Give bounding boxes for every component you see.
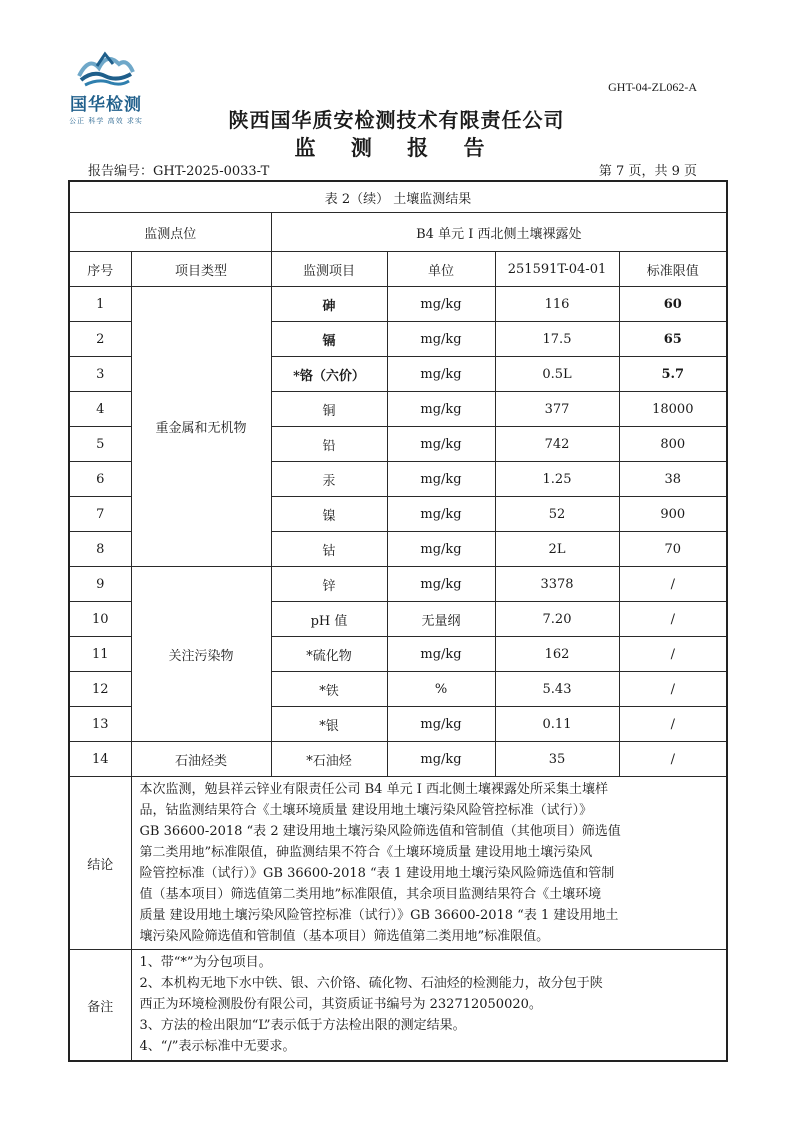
conclusion-text-line: GB 36600-2018 “表 2 建设用地土壤污染风险筛选值和管制值（其他项目）筛选值 [139, 824, 621, 839]
standard-limit: 38 [619, 462, 727, 497]
unit-cell: mg/kg [387, 497, 495, 532]
column-header: 单位 [387, 252, 495, 287]
row-number: 1 [69, 287, 131, 322]
result-value: 162 [495, 637, 619, 672]
conclusion-text-line: 值（基本项目）筛选值第二类用地”标准限值，其余项目监测结果符合《土壤环境 [139, 887, 602, 902]
row-number: 3 [69, 357, 131, 392]
unit-cell: mg/kg [387, 427, 495, 462]
monitoring-item: 砷 [271, 287, 387, 322]
item-category: 关注污染物 [131, 567, 271, 742]
column-header-row [69, 252, 727, 287]
standard-limit: 70 [619, 532, 727, 567]
column-header: 项目类型 [131, 252, 271, 287]
result-value: 377 [495, 392, 619, 427]
report-title: 监 测 报 告 [294, 136, 499, 160]
result-value: 742 [495, 427, 619, 462]
column-header: 251591T-04-01 [495, 252, 619, 287]
conclusion-text-line: 本次监测，勉县祥云锌业有限责任公司 B4 单元 I 西北侧土壤裸露处所采集土壤样 [139, 782, 608, 797]
conclusion-text-line: 第二类用地”标准限值，砷监测结果不符合《土壤环境质量 建设用地土壤污染风 [139, 845, 593, 860]
result-value: 17.5 [495, 322, 619, 357]
conclusion-label: 结论 [69, 777, 131, 950]
result-value: 0.11 [495, 707, 619, 742]
unit-cell: mg/kg [387, 287, 495, 322]
standard-limit: 18000 [619, 392, 727, 427]
unit-cell: mg/kg [387, 392, 495, 427]
soil-results-table [68, 180, 728, 1062]
unit-cell: mg/kg [387, 322, 495, 357]
standard-limit: / [619, 567, 727, 602]
standard-limit: / [619, 637, 727, 672]
conclusion-text-line: 质量 建设用地土壤污染风险管控标准（试行）》GB 36600-2018 “表 1 建设用地土 [139, 908, 619, 923]
conclusion-text-line: 险管控标准（试行）》GB 36600-2018 “表 1 建设用地土壤污染风险筛选值和管制 [139, 866, 615, 881]
standard-limit: 800 [619, 427, 727, 462]
monitoring-item: 铅 [271, 427, 387, 462]
unit-cell: mg/kg [387, 707, 495, 742]
item-category: 石油烃类 [131, 742, 271, 777]
result-value: 35 [495, 742, 619, 777]
site-label: 监测点位 [69, 213, 271, 252]
unit-cell: 无量纲 [387, 602, 495, 637]
monitoring-item: 铜 [271, 392, 387, 427]
document-code: GHT-04-ZL062-A [608, 80, 697, 94]
unit-cell: mg/kg [387, 567, 495, 602]
table-caption: 表 2（续） 土壤监测结果 [69, 181, 727, 213]
unit-cell: mg/kg [387, 742, 495, 777]
result-value: 3378 [495, 567, 619, 602]
result-value: 5.43 [495, 672, 619, 707]
report-number: 报告编号：GHT-2025-0033-T [88, 164, 270, 179]
row-number: 14 [69, 742, 131, 777]
standard-limit: / [619, 707, 727, 742]
monitoring-item: 镉 [271, 322, 387, 357]
row-number: 5 [69, 427, 131, 462]
monitoring-item: *铬（六价） [271, 357, 387, 392]
table-row [69, 287, 727, 322]
conclusion-text-line: 品，钴监测结果符合《土壤环境质量 建设用地土壤污染风险管控标准（试行）》 [139, 803, 593, 818]
monitoring-item: 锌 [271, 567, 387, 602]
monitoring-item: *硫化物 [271, 637, 387, 672]
conclusion-text-line: 壤污染风险筛选值和管制值（基本项目）筛选值第二类用地”标准限值。 [139, 929, 550, 944]
row-number: 7 [69, 497, 131, 532]
row-number: 10 [69, 602, 131, 637]
standard-limit: / [619, 602, 727, 637]
company-name: 陕西国华质安检测技术有限责任公司 [228, 108, 565, 132]
row-number: 13 [69, 707, 131, 742]
page-info: 第 7 页，共 9 页 [598, 164, 697, 179]
site-value: B4 单元 I 西北侧土壤裸露处 [271, 213, 727, 252]
monitoring-item: *石油烃 [271, 742, 387, 777]
standard-limit: / [619, 672, 727, 707]
row-number: 12 [69, 672, 131, 707]
row-number: 4 [69, 392, 131, 427]
result-value: 2L [495, 532, 619, 567]
remarks-row [69, 950, 727, 1062]
logo-text: 国华检测 [70, 95, 142, 115]
mountain-logo-icon [75, 46, 137, 88]
remark-text-line: 3、方法的检出限加“L”表示低于方法检出限的测定结果。 [139, 1018, 466, 1033]
conclusion-text [131, 777, 727, 950]
column-header: 标准限值 [619, 252, 727, 287]
conclusion-row [69, 777, 727, 950]
standard-limit: 60 [619, 287, 727, 322]
remark-text-line: 1、带“*”为分包项目。 [139, 955, 272, 970]
unit-cell: mg/kg [387, 637, 495, 672]
row-number: 11 [69, 637, 131, 672]
result-value: 0.5L [495, 357, 619, 392]
remark-text-line: 4、“/”表示标准中无要求。 [139, 1039, 296, 1054]
standard-limit: / [619, 742, 727, 777]
monitoring-item: *铁 [271, 672, 387, 707]
monitoring-item: *银 [271, 707, 387, 742]
unit-cell: mg/kg [387, 532, 495, 567]
row-number: 2 [69, 322, 131, 357]
standard-limit: 900 [619, 497, 727, 532]
standard-limit: 65 [619, 322, 727, 357]
row-number: 6 [69, 462, 131, 497]
result-value: 1.25 [495, 462, 619, 497]
monitoring-item: pH 值 [271, 602, 387, 637]
result-value: 7.20 [495, 602, 619, 637]
row-number: 9 [69, 567, 131, 602]
unit-cell: mg/kg [387, 357, 495, 392]
remark-text [131, 950, 727, 1062]
standard-limit: 5.7 [619, 357, 727, 392]
monitoring-item: 钴 [271, 532, 387, 567]
unit-cell: % [387, 672, 495, 707]
item-category: 重金属和无机物 [131, 287, 271, 567]
column-header: 序号 [69, 252, 131, 287]
monitoring-item: 镍 [271, 497, 387, 532]
remark-text-line: 西正为环境检测股份有限公司，其资质证书编号为 232712050020。 [139, 997, 542, 1012]
remarks-label: 备注 [69, 950, 131, 1062]
column-header: 监测项目 [271, 252, 387, 287]
result-value: 116 [495, 287, 619, 322]
result-value: 52 [495, 497, 619, 532]
unit-cell: mg/kg [387, 462, 495, 497]
logo-slogan: 公正 科学 高效 求实 [69, 117, 143, 125]
monitoring-item: 汞 [271, 462, 387, 497]
table-row [69, 567, 727, 602]
table-row [69, 742, 727, 777]
row-number: 8 [69, 532, 131, 567]
remark-text-line: 2、本机构无地下水中铁、银、六价铬、硫化物、石油烃的检测能力，故分包于陕 [139, 976, 603, 991]
